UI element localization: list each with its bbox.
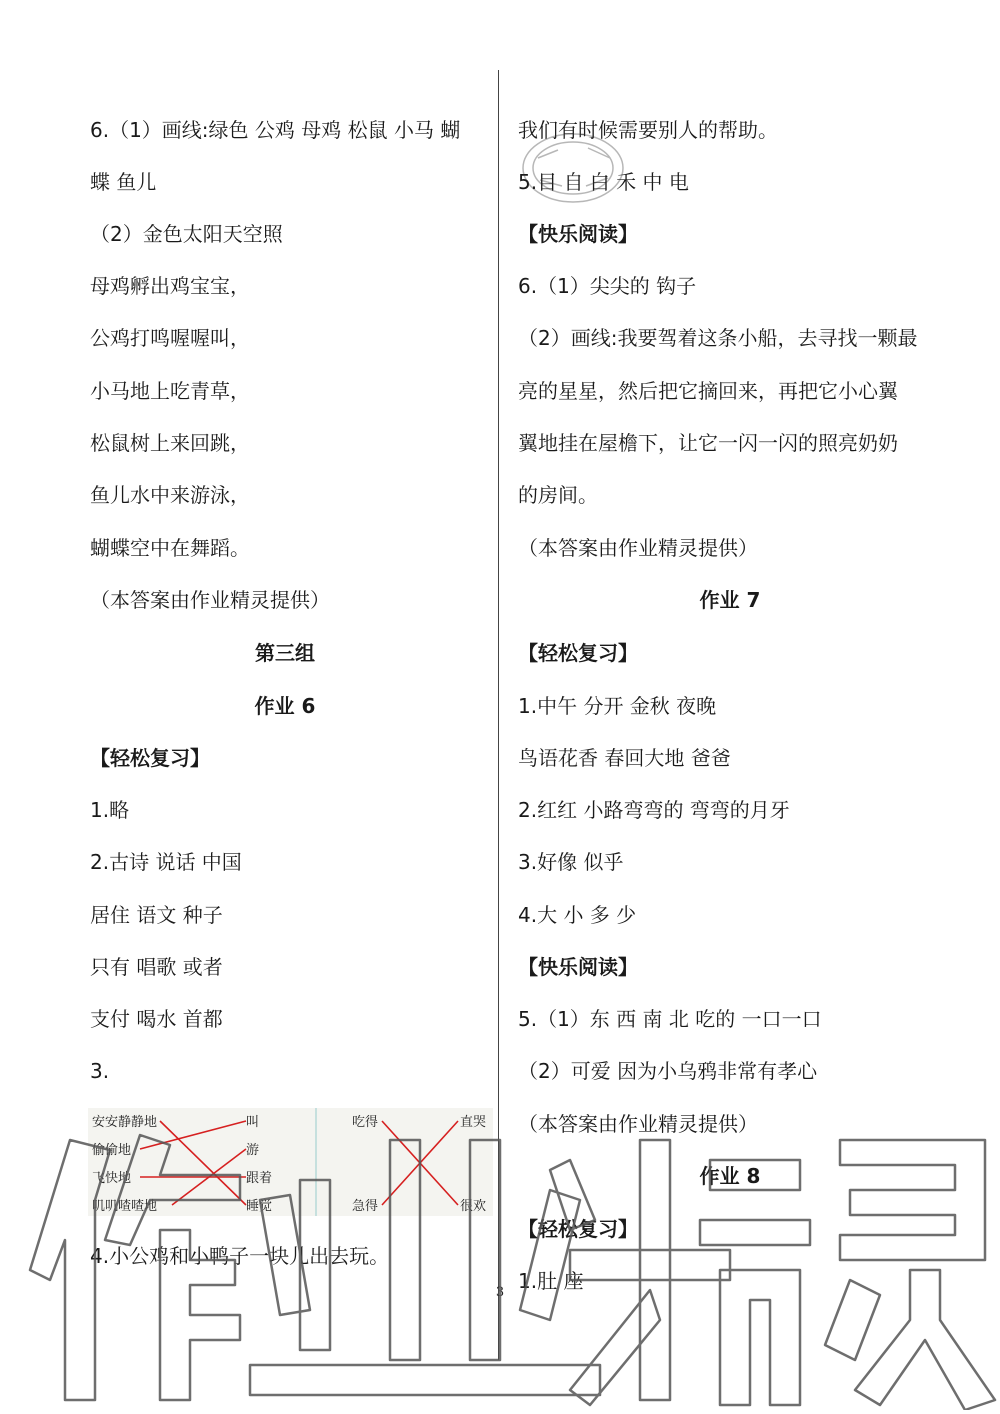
answer-credit: （本答案由作业精灵提供）: [90, 588, 330, 612]
match-result-item: 很欢: [460, 1199, 487, 1214]
answer-6-2-line: 的房间。: [518, 483, 598, 507]
answer-6-2-line: 翼地挂在屋檐下，让它一闪一闪的照亮奶奶: [518, 431, 898, 455]
answer-5: 5.目 自 白 禾 中 电: [518, 170, 689, 194]
answer-3: 3.好像 似乎: [518, 850, 624, 874]
answer-4: 4.小公鸡和小鸭子一块儿出去玩。: [90, 1244, 390, 1268]
answer-5-2: （2）可爱 因为小乌鸦非常有孝心: [518, 1059, 818, 1083]
match-mid-item: 跟着: [246, 1171, 273, 1186]
match-mid-item: 叫: [246, 1115, 260, 1130]
answer-6-2-title: （2）金色太阳天空照: [90, 222, 283, 246]
answer-1: 1.肚 座: [518, 1269, 584, 1293]
answer-1-row: 1.中午 分开 金秋 夜晚: [518, 694, 717, 718]
poem-line: 小马地上吃青草，: [90, 379, 250, 403]
poem-line: 鱼儿水中来游泳，: [90, 483, 250, 507]
poem-line: 公鸡打鸣喔喔叫，: [90, 326, 250, 350]
answer-6-1-line2: 蝶 鱼儿: [90, 170, 157, 194]
answer-2-row: 支付 喝水 首都: [90, 1007, 223, 1031]
answer-2: 2.红红 小路弯弯的 弯弯的月牙: [518, 798, 790, 822]
match-left-item: 偷偷地: [92, 1143, 132, 1158]
match-left-item: 叽叽喳喳地: [92, 1199, 158, 1214]
answer-1: 1.略: [90, 798, 130, 822]
answer-4: 4.大 小 多 少: [518, 903, 637, 927]
section-review-heading: 【轻松复习】: [518, 1217, 638, 1241]
answer-6-1: 6.（1）尖尖的 钩子: [518, 274, 697, 298]
match-left-item: 飞快地: [92, 1171, 132, 1186]
answer-2-row: 2.古诗 说话 中国: [90, 850, 242, 874]
homework-8-heading: 作业 8: [699, 1164, 761, 1188]
page-number: 3: [495, 1285, 505, 1300]
section-reading-heading: 【快乐阅读】: [518, 222, 638, 246]
answer-6-1-line1: 6.（1）画线:绿色 公鸡 母鸡 松鼠 小马 蝴: [90, 118, 461, 142]
answer-3-label: 3.: [90, 1059, 110, 1083]
match-verb-item: 吃得: [352, 1115, 379, 1130]
match-mid-item: 游: [246, 1143, 260, 1158]
answer-1-row: 鸟语花香 春回大地 爸爸: [518, 746, 731, 770]
answer-2-row: 居住 语文 种子: [90, 903, 223, 927]
section-review-heading: 【轻松复习】: [90, 746, 210, 770]
match-verb-item: 急得: [352, 1199, 379, 1214]
homework-7-heading: 作业 7: [699, 588, 761, 612]
answer-2-row: 只有 唱歌 或者: [90, 955, 223, 979]
answer-credit: （本答案由作业精灵提供）: [518, 1112, 758, 1136]
match-mid-item: 睡觉: [246, 1199, 273, 1214]
answer-credit: （本答案由作业精灵提供）: [518, 536, 758, 560]
group-heading: 第三组: [255, 641, 315, 665]
poem-line: 松鼠树上来回跳，: [90, 431, 250, 455]
matching-exercise-image: [88, 1108, 493, 1216]
section-review-heading: 【轻松复习】: [518, 641, 638, 665]
answer-6-2-line: （2）画线:我要驾着这条小船，去寻找一颗最: [518, 326, 918, 350]
match-result-item: 直哭: [460, 1115, 487, 1130]
poem-line: 母鸡孵出鸡宝宝，: [90, 274, 250, 298]
answer-5-1: 5.（1）东 西 南 北 吃的 一口一口: [518, 1007, 822, 1031]
answer-6-2-line: 亮的星星，然后把它摘回来，再把它小心翼: [518, 379, 898, 403]
column-divider: [498, 70, 499, 1360]
answer-4-continued: 我们有时候需要别人的帮助。: [518, 118, 778, 142]
match-left-item: 安安静静地: [92, 1115, 158, 1130]
section-reading-heading: 【快乐阅读】: [518, 955, 638, 979]
poem-line: 蝴蝶空中在舞蹈。: [90, 536, 250, 560]
homework-6-heading: 作业 6: [254, 694, 316, 718]
